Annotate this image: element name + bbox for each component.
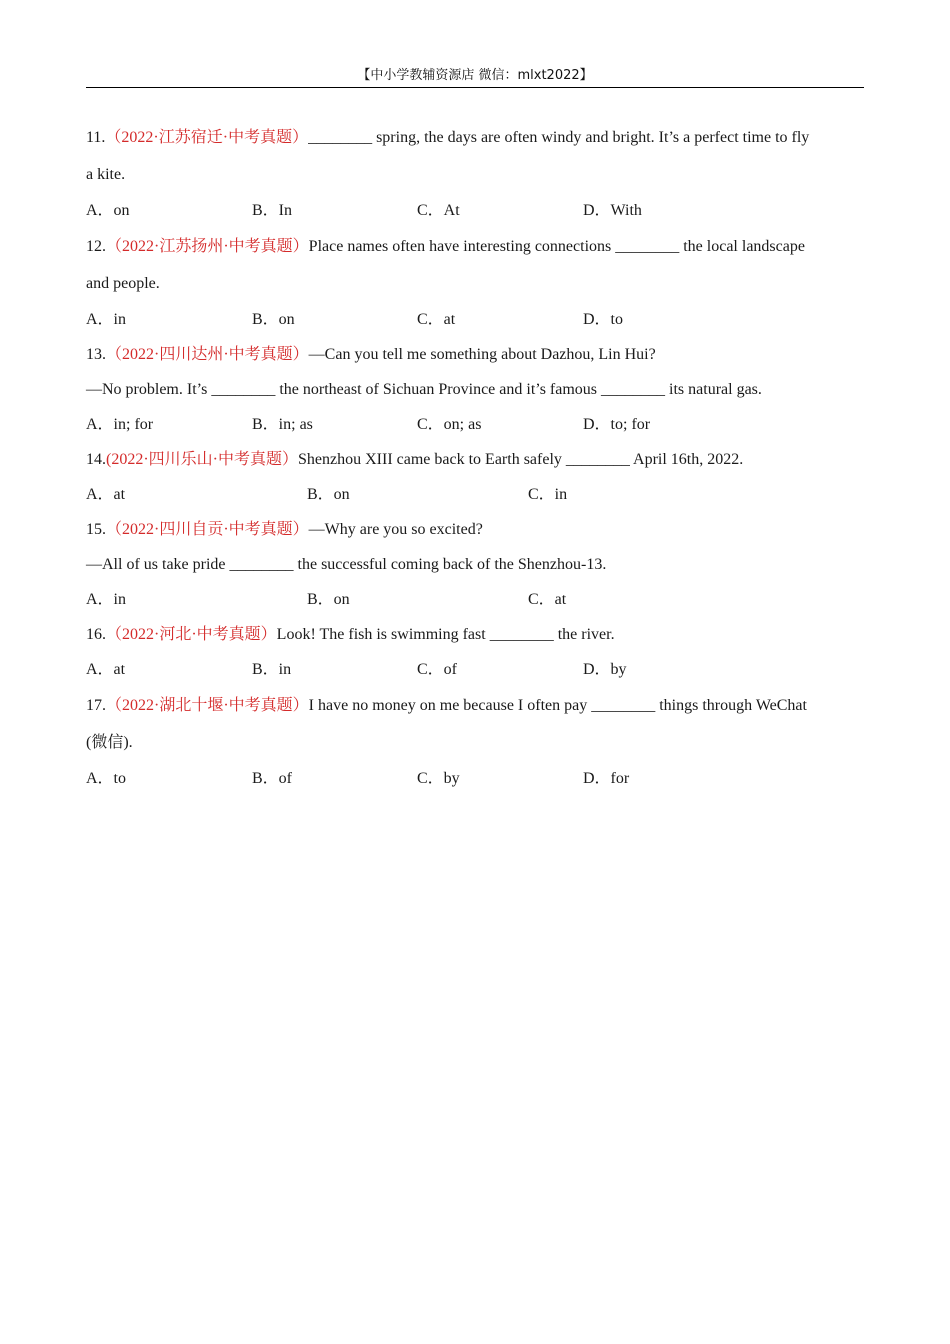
question-stem xyxy=(86,228,864,265)
options-row xyxy=(86,193,864,228)
option-d[interactable]: D．to xyxy=(583,311,624,328)
option-c[interactable]: C．At xyxy=(417,202,460,219)
option-a[interactable]: A．on xyxy=(86,202,130,219)
options-row xyxy=(86,477,864,512)
question-16 xyxy=(86,617,864,687)
question-text: —Can you tell me something about Dazhou, Lin Hui? xyxy=(308,346,656,363)
question-text-continued: a kite. xyxy=(86,166,126,183)
option-b[interactable]: B．on xyxy=(307,486,350,503)
question-list xyxy=(86,119,864,796)
options-row xyxy=(86,302,864,337)
question-14 xyxy=(86,442,864,512)
question-17 xyxy=(86,687,864,796)
question-15 xyxy=(86,512,864,617)
question-source: （2022·河北·中考真题） xyxy=(106,626,277,643)
option-b[interactable]: B．in; as xyxy=(252,416,313,433)
question-12 xyxy=(86,228,864,337)
question-text: ________ spring, the days are often windy and bright. It’s a perfect time to fly xyxy=(308,129,810,146)
header-divider xyxy=(86,87,864,88)
option-c[interactable]: C．at xyxy=(528,591,567,608)
option-b[interactable]: B．in xyxy=(252,661,292,678)
option-b[interactable]: B．of xyxy=(252,770,293,787)
question-stem xyxy=(86,337,864,372)
question-source: （2022·江苏宿迁·中考真题） xyxy=(105,129,309,146)
question-source: （2022·四川达州·中考真题） xyxy=(106,346,309,363)
question-stem xyxy=(86,442,864,477)
question-text: —Why are you so excited? xyxy=(308,521,483,538)
question-source: （2022·四川自贡·中考真题） xyxy=(106,521,309,538)
options-row xyxy=(86,407,864,442)
option-a[interactable]: A．at xyxy=(86,486,126,503)
option-b[interactable]: B．on xyxy=(307,591,350,608)
question-text-continued: —All of us take pride ________ the successful coming back of the Shenzhou-13. xyxy=(86,556,607,573)
question-number: 11. xyxy=(86,129,106,146)
option-c[interactable]: C．on; as xyxy=(417,416,482,433)
question-number: 12. xyxy=(86,238,106,255)
question-stem xyxy=(86,617,864,652)
question-text: Look! The fish is swimming fast ________ the river. xyxy=(276,626,615,643)
question-number: 16. xyxy=(86,626,106,643)
option-d[interactable]: D．by xyxy=(583,661,627,678)
option-a[interactable]: A．to xyxy=(86,770,127,787)
option-c[interactable]: C．in xyxy=(528,486,568,503)
options-row xyxy=(86,761,864,796)
option-a[interactable]: A．in xyxy=(86,311,127,328)
question-number: 13. xyxy=(86,346,106,363)
options-row xyxy=(86,582,864,617)
question-text: I have no money on me because I often pay ________ things through WeChat xyxy=(308,697,807,714)
question-text-continued: —No problem. It’s ________ the northeast of Sichuan Province and it’s famous ________ its natural gas. xyxy=(86,381,762,398)
question-number: 15. xyxy=(86,521,106,538)
question-number: 14. xyxy=(86,451,106,468)
option-d[interactable]: D．With xyxy=(583,202,642,219)
question-11 xyxy=(86,119,864,228)
question-stem xyxy=(86,119,864,156)
question-stem xyxy=(86,687,864,724)
question-text-continued: and people. xyxy=(86,275,160,292)
option-a[interactable]: A．in; for xyxy=(86,416,154,433)
question-source: （2022·江苏扬州·中考真题） xyxy=(106,238,309,255)
question-source: （2022·湖北十堰·中考真题） xyxy=(106,697,309,714)
question-stem xyxy=(86,512,864,547)
option-c[interactable]: C．by xyxy=(417,770,460,787)
question-text: Shenzhou XIII came back to Earth safely ________ April 16th, 2022. xyxy=(298,451,744,468)
option-d[interactable]: D．to; for xyxy=(583,416,651,433)
option-a[interactable]: A．at xyxy=(86,661,126,678)
option-a[interactable]: A．in xyxy=(86,591,127,608)
option-b[interactable]: B．on xyxy=(252,311,295,328)
question-source: (2022·四川乐山·中考真题） xyxy=(106,451,298,468)
question-text: Place names often have interesting connections ________ the local landscape xyxy=(308,238,805,255)
question-number: 17. xyxy=(86,697,106,714)
option-c[interactable]: C．of xyxy=(417,661,458,678)
options-row xyxy=(86,652,864,687)
question-text-continued: (微信). xyxy=(86,734,133,751)
option-c[interactable]: C．at xyxy=(417,311,456,328)
page-header: 【中小学教辅资源店 微信：mlxt2022】 xyxy=(357,68,593,83)
question-13 xyxy=(86,337,864,442)
option-d[interactable]: D．for xyxy=(583,770,630,787)
option-b[interactable]: B．In xyxy=(252,202,293,219)
